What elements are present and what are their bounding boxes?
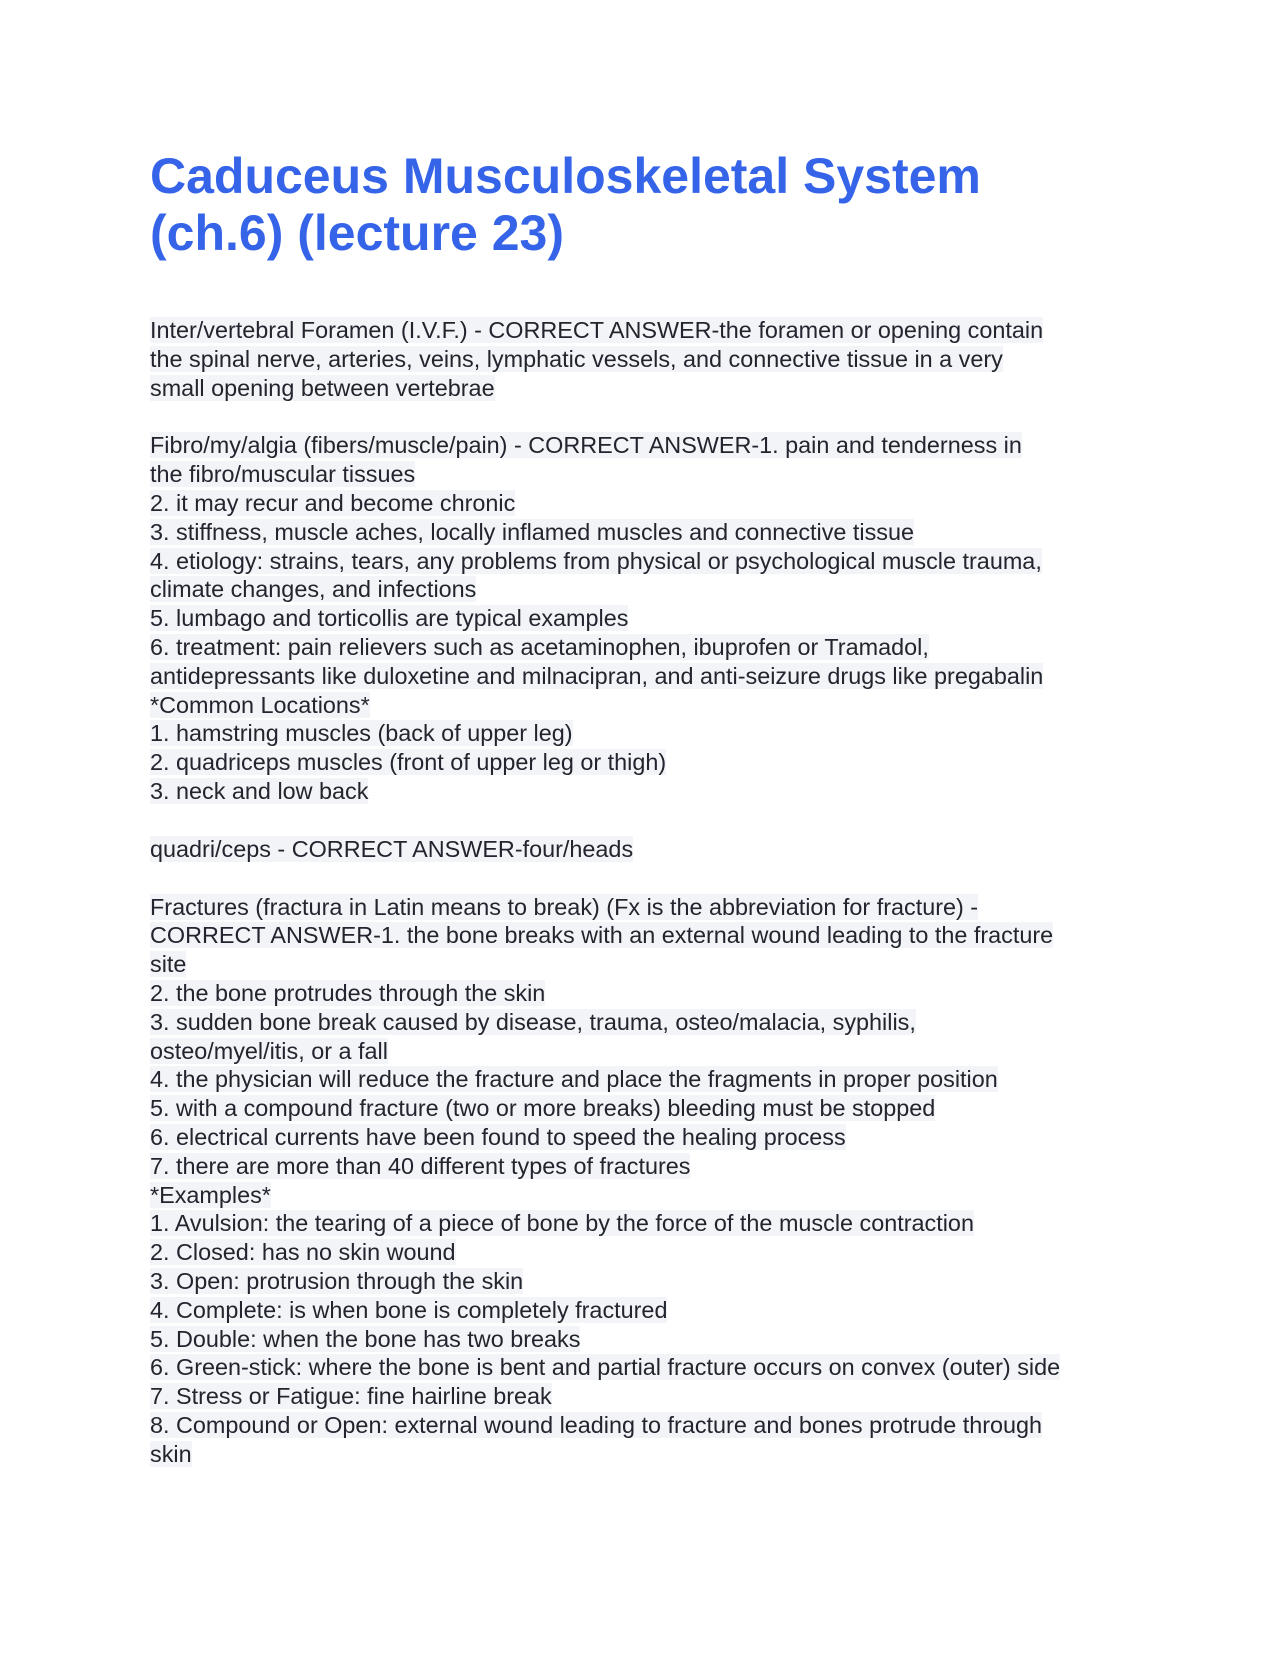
- text-line-content: 5. with a compound fracture (two or more breaks) bleeding must be stopped: [150, 1095, 936, 1122]
- text-line: [150, 1238, 1150, 1267]
- text-line: [150, 431, 1150, 460]
- text-line-content: 7. Stress or Fatigue: fine hairline break: [150, 1383, 552, 1410]
- text-line-content: 5. lumbago and torticollis are typical examples: [150, 605, 629, 632]
- text-line-content: 6. electrical currents have been found to speed the healing process: [150, 1123, 846, 1150]
- text-line-content: 3. Open: protrusion through the skin: [150, 1267, 524, 1294]
- title-line-1: Caduceus Musculoskeletal System: [150, 148, 981, 204]
- text-line: [150, 893, 1150, 922]
- text-line: [150, 1382, 1150, 1411]
- text-line: [150, 1037, 1150, 1066]
- text-line-content: Fibro/my/algia (fibers/muscle/pain) - CORRECT ANSWER-1. pain and tenderness in: [150, 432, 1022, 459]
- flashcard-entry: [150, 316, 1150, 402]
- text-line: [150, 835, 1150, 864]
- text-line: [150, 1065, 1150, 1094]
- text-line: [150, 460, 1150, 489]
- title-line-2: (ch.6) (lecture 23): [150, 205, 565, 261]
- text-line: [150, 921, 1150, 950]
- text-line-content: 2. it may recur and become chronic: [150, 489, 516, 516]
- flashcard-list: [150, 316, 1150, 1468]
- text-line-content: 8. Compound or Open: external wound leading to fracture and bones protrude through: [150, 1411, 1043, 1438]
- text-line: [150, 1296, 1150, 1325]
- text-line: [150, 719, 1150, 748]
- text-line-content: 7. there are more than 40 different types of fractures: [150, 1152, 691, 1179]
- text-line: [150, 1209, 1150, 1238]
- text-line-content: the fibro/muscular tissues: [150, 461, 416, 488]
- text-line-content: 6. treatment: pain relievers such as acetaminophen, ibuprofen or Tramadol,: [150, 633, 929, 660]
- text-line-content: small opening between vertebrae: [150, 374, 495, 401]
- text-line: [150, 1267, 1150, 1296]
- text-line: [150, 547, 1150, 576]
- text-line: [150, 575, 1150, 604]
- flashcard-entry: [150, 893, 1150, 1469]
- text-line: [150, 1123, 1150, 1152]
- text-line-content: 2. the bone protrudes through the skin: [150, 979, 546, 1006]
- text-line-content: antidepressants like duloxetine and milnacipran, and anti-seizure drugs like pregabalin: [150, 662, 1044, 689]
- text-line-content: *Examples*: [150, 1181, 271, 1208]
- text-line-content: 4. etiology: strains, tears, any problems from physical or psychological muscle trauma,: [150, 547, 1042, 574]
- text-line: [150, 1008, 1150, 1037]
- text-line: [150, 1440, 1150, 1469]
- text-line-content: CORRECT ANSWER-1. the bone breaks with an external wound leading to the fracture: [150, 922, 1054, 949]
- text-line-content: skin: [150, 1440, 192, 1467]
- text-line-content: quadri/ceps - CORRECT ANSWER-four/heads: [150, 835, 634, 862]
- text-line-content: Inter/vertebral Foramen (I.V.F.) - CORRECT ANSWER-the foramen or opening contain: [150, 317, 1044, 343]
- text-line: [150, 1325, 1150, 1354]
- text-line: [150, 518, 1150, 547]
- text-line: [150, 1152, 1150, 1181]
- text-line: [150, 604, 1150, 633]
- text-line-content: 5. Double: when the bone has two breaks: [150, 1325, 581, 1352]
- text-line-content: climate changes, and infections: [150, 576, 477, 603]
- text-line: [150, 1094, 1150, 1123]
- text-line: [150, 662, 1150, 691]
- text-line-content: 3. stiffness, muscle aches, locally inflamed muscles and connective tissue: [150, 518, 915, 545]
- text-line-content: 3. sudden bone break caused by disease, trauma, osteo/malacia, syphilis,: [150, 1008, 916, 1035]
- text-line-content: 2. quadriceps muscles (front of upper leg or thigh): [150, 749, 667, 776]
- text-line-content: osteo/myel/itis, or a fall: [150, 1037, 388, 1064]
- flashcard-entry: [150, 835, 1150, 864]
- text-line-content: 4. the physician will reduce the fracture and place the fragments in proper position: [150, 1066, 998, 1093]
- text-line-content: 4. Complete: is when bone is completely fractured: [150, 1296, 668, 1323]
- text-line: [150, 374, 1150, 403]
- text-line: [150, 1181, 1150, 1210]
- text-line: [150, 691, 1150, 720]
- text-line-content: *Common Locations*: [150, 691, 370, 718]
- document-title: [150, 148, 1150, 262]
- text-line: [150, 489, 1150, 518]
- text-line-content: 3. neck and low back: [150, 777, 369, 804]
- text-line: [150, 633, 1150, 662]
- text-line-content: the spinal nerve, arteries, veins, lymphatic vessels, and connective tissue in a very: [150, 345, 1003, 372]
- document-page: [150, 148, 1150, 1497]
- text-line: [150, 979, 1150, 1008]
- text-line: [150, 777, 1150, 806]
- text-line-content: site: [150, 951, 187, 978]
- text-line: [150, 1411, 1150, 1440]
- text-line: [150, 748, 1150, 777]
- text-line: [150, 950, 1150, 979]
- text-line-content: Fractures (fractura in Latin means to break) (Fx is the abbreviation for fracture) -: [150, 893, 979, 920]
- flashcard-entry: [150, 431, 1150, 805]
- text-line-content: 2. Closed: has no skin wound: [150, 1239, 456, 1266]
- text-line: [150, 345, 1150, 374]
- text-line: [150, 1353, 1150, 1382]
- text-line-content: 1. Avulsion: the tearing of a piece of bone by the force of the muscle contraction: [150, 1210, 974, 1237]
- text-line-content: 1. hamstring muscles (back of upper leg): [150, 720, 573, 747]
- text-line: [150, 316, 1150, 345]
- text-line-content: 6. Green-stick: where the bone is bent and partial fracture occurs on convex (outer) side: [150, 1354, 1061, 1381]
